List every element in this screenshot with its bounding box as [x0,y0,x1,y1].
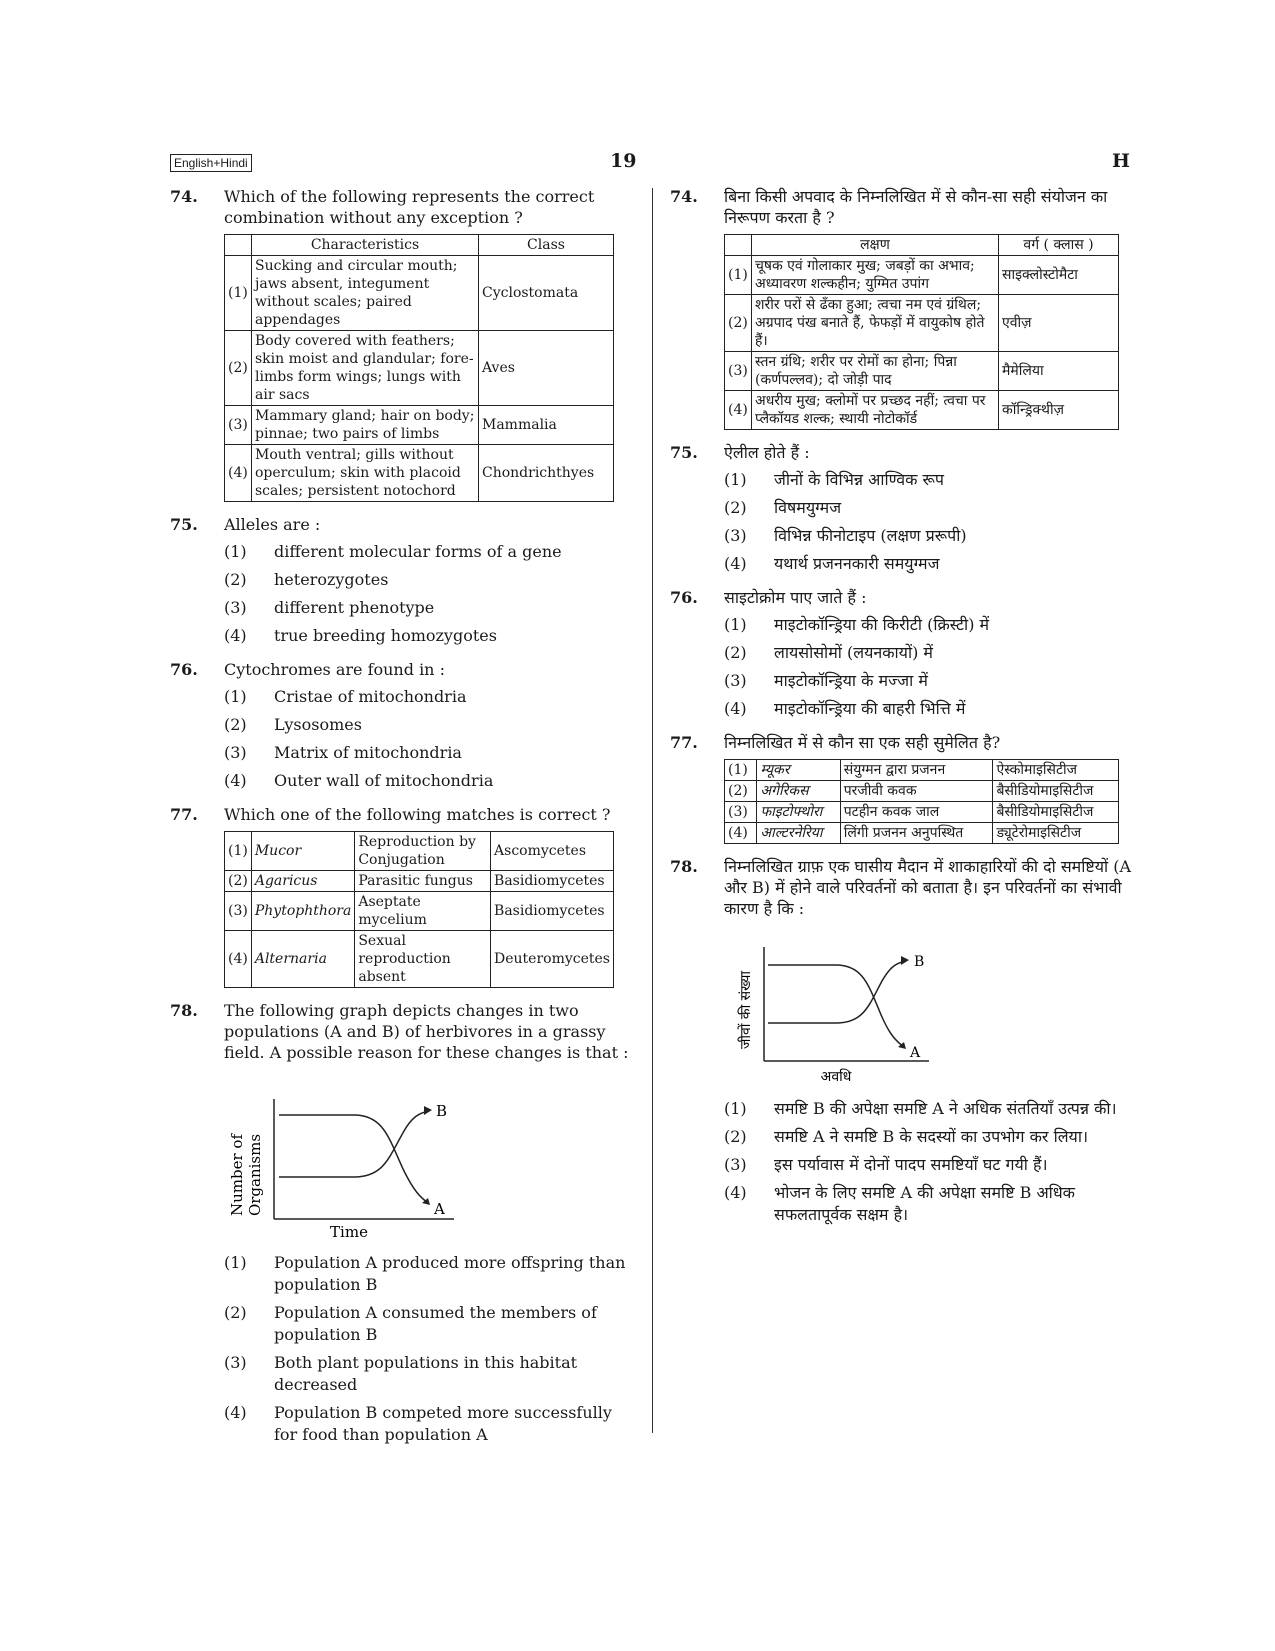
question-number: 77. [670,733,698,752]
characteristics-class-table [724,234,1119,430]
table-row [725,802,1119,823]
question-number: 74. [170,187,198,206]
population-graph [224,1079,484,1239]
question-74-hi [670,186,1140,430]
row-number: (1) [225,256,252,331]
option-text: Population A produced more offspring than population B [274,1253,626,1294]
option-text: Population B competed more successfully for food than population A [274,1403,612,1444]
option-number: (2) [724,1127,747,1146]
question-stem: साइटोक्रोम पाए जाते हैं : [724,588,867,607]
option-number: (3) [724,1155,747,1174]
option-text: heterozygotes [274,570,389,589]
organism-cell: म्यूकर [757,760,840,781]
table-row [725,823,1119,844]
question-stem: Which one of the following matches is correct ? [224,805,611,824]
characteristics-cell: स्तन ग्रंथि; शरीर पर रोमों का होना; पिन्ना (कर्णपल्लव); दो जोड़ी पाद [752,352,999,391]
fungi-match-table [724,759,1119,844]
option-text: यथार्थ प्रजननकारी समयुग्मज [774,554,940,573]
organism-cell: Phytophthora [251,892,355,931]
table-row [725,295,1119,352]
option-number: (3) [724,671,747,690]
class-cell: एवीज़ [999,295,1119,352]
table-row [225,445,614,502]
question-76-en [170,659,640,792]
page-number: 19 [610,150,637,172]
characteristics-cell: Sucking and circular mouth; jaws absent, integument without scales; paired appendages [252,256,479,331]
page-header [170,150,1130,180]
question-stem: The following graph depicts changes in two populations (A and B) of herbivores in a grassy field. A possible reason for these changes is that : [224,1001,629,1062]
question-stem: Cytochromes are found in : [224,660,445,679]
row-number: (2) [725,295,752,352]
table-row [225,256,614,331]
class-cell: Chondrichthyes [479,445,614,502]
question-stem: ऐलील होते हैं : [724,443,810,462]
row-number: (3) [725,802,757,823]
feature-cell: परजीवी कवक [840,781,993,802]
english-column [170,186,640,1458]
option-text: समष्टि B की अपेक्षा समष्टि A ने अधिक संततियाँ उत्पन्न की। [774,1099,1117,1118]
feature-cell: Parasitic fungus [355,871,491,892]
row-number: (1) [725,760,757,781]
options-list [724,469,1140,575]
question-number: 75. [670,443,698,462]
option-number: (1) [224,542,247,561]
option [724,1126,1140,1148]
question-stem: निम्नलिखित ग्राफ़ एक घासीय मैदान में शाकाहारियों की दो समष्टियों (A और B) में होने वाले परिवर्तनों को बताता है। इन परिवर्तनों का संभावी कारण है कि : [724,857,1132,918]
question-76-hi [670,587,1140,720]
feature-cell: संयुग्मन द्वारा प्रजनन [840,760,993,781]
option [724,525,1140,547]
option-text: माइटोकॉन्ड्रिया की किरीटी (क्रिस्टी) में [774,615,990,634]
fungi-match-table [224,831,614,988]
column-divider [652,188,653,1433]
option-number: (1) [224,687,247,706]
row-number: (1) [725,256,752,295]
option-text: माइटोकॉन्ड्रिया की बाहरी भित्ति में [774,699,966,718]
organism-cell: Agaricus [251,871,355,892]
option [724,1098,1140,1120]
option-number: (3) [224,1353,247,1372]
organism-cell: अगेरिकस [757,781,840,802]
option-number: (2) [724,498,747,517]
class-cell: Cyclostomata [479,256,614,331]
feature-cell: Reproduction by Conjugation [355,832,491,871]
organism-cell: आल्टरनेरिया [757,823,840,844]
label-b: B [914,954,925,970]
organism-cell: Alternaria [251,931,355,988]
table-row [225,331,614,406]
option [724,642,1140,664]
option-number: (1) [724,615,747,634]
option [224,1402,640,1446]
option [224,597,640,619]
option-text: true breeding homozygotes [274,626,497,645]
graph-xlabel: अवधि [820,1069,852,1085]
group-cell: बैसीडियोमाइसिटीज [993,802,1119,823]
option-text: जीनों के विभिन्न आण्विक रूप [774,470,945,489]
graph-xlabel: Time [330,1223,368,1239]
option [724,698,1140,720]
feature-cell: पटहीन कवक जाल [840,802,993,823]
question-75-en [170,514,640,647]
row-number: (2) [725,781,757,802]
option-number: (2) [224,570,247,589]
organism-cell: फाइटोफ्थोरा [757,802,840,823]
characteristics-cell: शरीर परों से ढँका हुआ; त्वचा नम एवं ग्रंथिल; अग्रपाद पंख बनाते हैं, फेफड़ों में वायुकोष होते हैं। [752,295,999,352]
option-number: (1) [724,470,747,489]
options-list [224,541,640,647]
class-cell: मैमेलिया [999,352,1119,391]
option-text: इस पर्यावास में दोनों पादप समष्टियाँ घट गयी हैं। [774,1155,1048,1174]
column-header: Characteristics [252,235,479,256]
option [224,770,640,792]
population-graph [724,935,964,1085]
option-number: (2) [724,643,747,662]
row-number: (4) [225,445,252,502]
question-number: 76. [670,588,698,607]
hindi-column [670,186,1140,1238]
option [224,569,640,591]
option [724,614,1140,636]
question-stem: Alleles are : [224,515,321,534]
label-a: A [434,1200,445,1218]
arrow-b-icon [424,1106,432,1115]
column-header: लक्षण [752,235,999,256]
option [724,1182,1140,1226]
characteristics-cell: Mammary gland; hair on body; pinnae; two pairs of limbs [252,406,479,445]
population-b-curve [279,1111,429,1177]
table-row [725,781,1119,802]
option-text: विभिन्न फीनोटाइप (लक्षण प्ररूपी) [774,526,967,545]
question-number: 74. [670,187,698,206]
feature-cell: Sexual reproduction absent [355,931,491,988]
option [724,497,1140,519]
column-header: वर्ग ( क्लास ) [999,235,1119,256]
question-number: 78. [170,1001,198,1020]
characteristics-cell: Mouth ventral; gills without operculum; skin with placoid scales; persistent notochord [252,445,479,502]
option [724,469,1140,491]
option-number: (4) [724,699,747,718]
options-list [724,614,1140,720]
question-stem: बिना किसी अपवाद के निम्नलिखित में से कौन-सा सही संयोजन का निरूपण करता है ? [724,187,1108,227]
option-text: Lysosomes [274,715,362,734]
question-stem: निम्नलिखित में से कौन सा एक सही सुमेलित है? [724,733,1001,752]
question-78-en [170,1000,640,1446]
question-77-hi [670,732,1140,844]
group-cell: Basidiomycetes [491,871,614,892]
option-text: Both plant populations in this habitat decreased [274,1353,578,1394]
option [224,1352,640,1396]
option-text: Outer wall of mitochondria [274,771,494,790]
options-list [224,1252,640,1446]
arrow-b-icon [901,956,909,965]
table-row [725,760,1119,781]
feature-cell: लिंगी प्रजनन अनुपस्थित [840,823,993,844]
class-cell: Aves [479,331,614,406]
option [224,714,640,736]
option-text: समष्टि A ने समष्टि B के सदस्यों का उपभोग कर लिया। [774,1127,1089,1146]
set-code: H [1112,150,1130,172]
label-a: A [910,1045,921,1061]
class-cell: कॉन्ड्रिक्थीज़ [999,391,1119,430]
option-number: (3) [724,526,747,545]
question-number: 75. [170,515,198,534]
option-text: भोजन के लिए समष्टि A की अपेक्षा समष्टि B अधिक सफलतापूर्वक सक्षम है। [774,1183,1075,1224]
options-list [724,1098,1140,1226]
option [224,686,640,708]
table-row [225,832,614,871]
group-cell: Basidiomycetes [491,892,614,931]
table-header-row [725,235,1119,256]
option-number: (4) [224,771,247,790]
characteristics-cell: अधरीय मुख; क्लोमों पर प्रच्छद नहीं; त्वचा पर प्लैकॉयड शल्क; स्थायी नोटोकॉर्ड [752,391,999,430]
feature-cell: Aseptate mycelium [355,892,491,931]
option-text: Population A consumed the members of population B [274,1303,597,1344]
graph-ylabel-line2: Organisms [246,1133,264,1217]
characteristics-class-table [224,234,614,502]
option [224,1252,640,1296]
option-text: माइटोकॉन्ड्रिया के मज्जा में [774,671,928,690]
row-number: (3) [725,352,752,391]
row-number: (4) [725,391,752,430]
question-stem: Which of the following represents the correct combination without any exception ? [224,187,595,227]
option [224,1302,640,1346]
option [724,553,1140,575]
class-cell: साइक्लोस्टोमैटा [999,256,1119,295]
group-cell: ड्यूटेरोमाइसिटीज [993,823,1119,844]
row-number: (2) [225,871,252,892]
row-number: (2) [225,331,252,406]
option-number: (3) [224,743,247,762]
table-row [725,352,1119,391]
option [724,1154,1140,1176]
group-cell: Ascomycetes [491,832,614,871]
option [724,670,1140,692]
question-77-en [170,804,640,988]
option-text: Cristae of mitochondria [274,687,467,706]
organism-cell: Mucor [251,832,355,871]
column-header: Class [479,235,614,256]
option-text: different phenotype [274,598,435,617]
option-text: लायसोसोमों (लयनकायों) में [774,643,933,662]
class-cell: Mammalia [479,406,614,445]
option-number: (1) [224,1253,247,1272]
row-number: (4) [225,931,252,988]
option-number: (4) [224,626,247,645]
question-number: 77. [170,805,198,824]
group-cell: ऐस्कोमाइसिटीज [993,760,1119,781]
row-number: (4) [725,823,757,844]
row-number: (1) [225,832,252,871]
label-b: B [436,1102,448,1120]
table-row [225,892,614,931]
option-number: (1) [724,1099,747,1118]
table-row [725,256,1119,295]
option-number: (4) [724,1183,747,1202]
table-row [725,391,1119,430]
option-number: (4) [224,1403,247,1422]
option [224,541,640,563]
option-number: (2) [224,715,247,734]
question-74-en [170,186,640,502]
table-row [225,931,614,988]
option-number: (2) [224,1303,247,1322]
graph-ylabel-line1: Number of [228,1133,246,1217]
table-row [225,406,614,445]
option-text: विषमयुग्मज [774,498,842,517]
table-header-row [225,235,614,256]
row-number: (3) [225,892,252,931]
options-list [224,686,640,792]
group-cell: बैसीडियोमाइसिटीज [993,781,1119,802]
language-tag: English+Hindi [170,154,252,172]
option-number: (4) [724,554,747,573]
question-78-hi [670,856,1140,1226]
graph-ylabel: जीवों की संख्या [738,970,754,1050]
question-number: 76. [170,660,198,679]
option [224,625,640,647]
option-text: Matrix of mitochondria [274,743,462,762]
population-b-curve [768,961,906,1023]
group-cell: Deuteromycetes [491,931,614,988]
option [224,742,640,764]
characteristics-cell: Body covered with feathers; skin moist and glandular; fore-limbs form wings; lungs with air sacs [252,331,479,406]
characteristics-cell: चूषक एवं गोलाकार मुख; जबड़ों का अभाव; अध्यावरण शल्कहीन; युग्मित उपांग [752,256,999,295]
option-text: different molecular forms of a gene [274,542,562,561]
row-number: (3) [225,406,252,445]
question-75-hi [670,442,1140,575]
table-row [225,871,614,892]
option-number: (3) [224,598,247,617]
question-number: 78. [670,857,698,876]
